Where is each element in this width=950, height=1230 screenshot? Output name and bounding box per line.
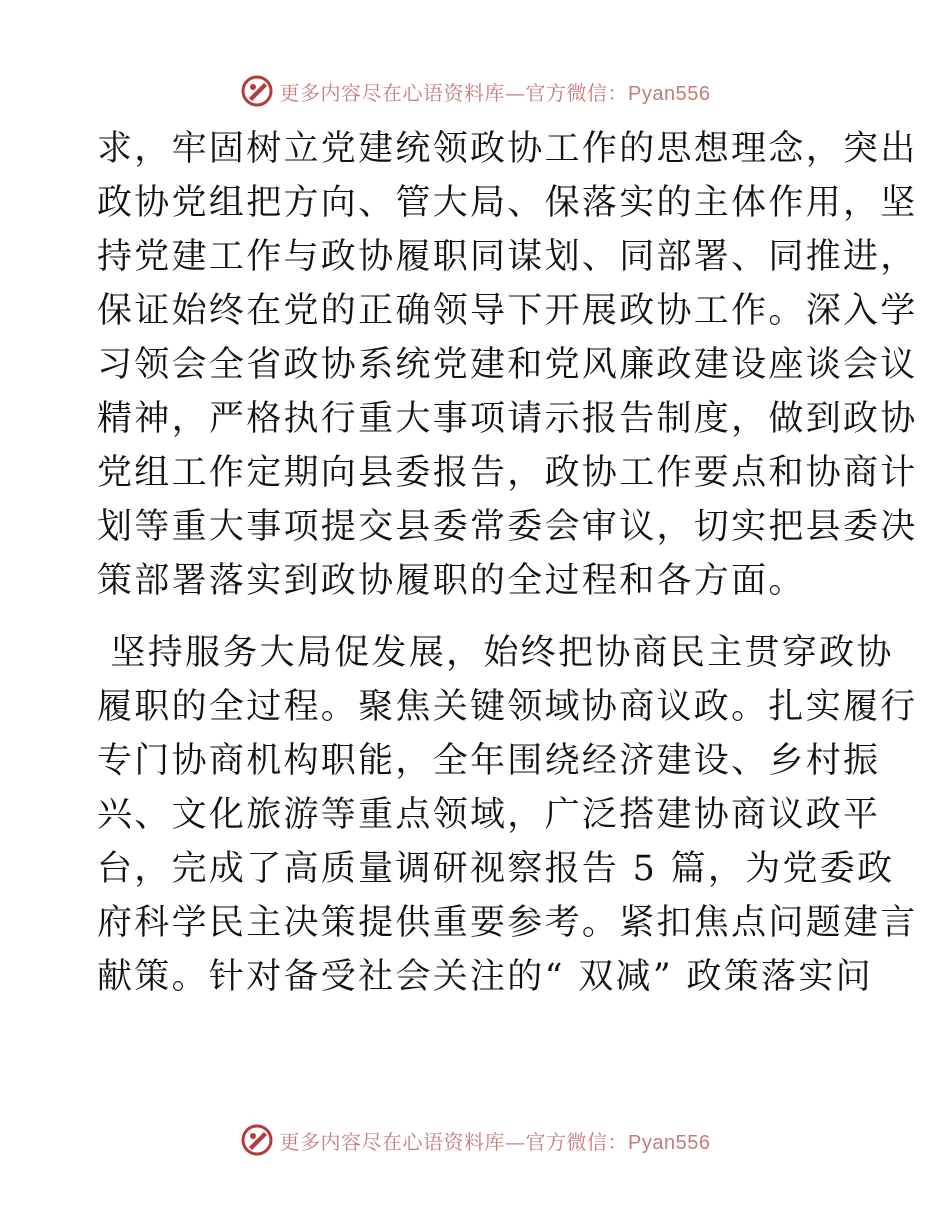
paragraph-line: 专门协商机构职能，全年围绕经济建设、乡村振 xyxy=(97,741,881,781)
paragraph-1 xyxy=(97,122,918,608)
footer-banner-text xyxy=(280,1126,711,1155)
paragraph-line: 兴、文化旅游等重点领域，广泛搭建协商议政平 xyxy=(97,795,881,835)
header-banner-label: 更多内容尽在心语资料库—官方微信： xyxy=(279,80,629,105)
paragraph-line: 习领会全省政协系统党建和党风廉政建设座谈会议 xyxy=(97,345,918,385)
footer-banner-label: 更多内容尽在心语资料库—官方微信： xyxy=(279,1129,629,1154)
paragraph-line: 保证始终在党的正确领导下开展政协工作。深入学 xyxy=(97,291,918,331)
paragraph-line: 府科学民主决策提供重要参考。紧扣焦点问题建言 xyxy=(97,903,918,943)
header-wechat-id: Pyan556 xyxy=(628,82,711,105)
paragraph-line: 求，牢固树立党建统领政协工作的思想理念，突出 xyxy=(97,129,918,169)
paragraph-line: 政协党组把方向、管大局、保落实的主体作用，坚 xyxy=(97,183,918,223)
paragraph-line: 党组工作定期向县委报告，政协工作要点和协商计 xyxy=(97,453,918,493)
header-banner xyxy=(0,71,950,111)
footer-wechat-id: Pyan556 xyxy=(628,1131,711,1154)
document-body xyxy=(97,122,918,1004)
paragraph-line: 划等重大事项提交县委常委会审议，切实把县委决 xyxy=(97,507,918,547)
paragraph-line: 策部署落实到政协履职的全过程和各方面。 xyxy=(97,561,806,601)
paragraph-line: 台，完成了高质量调研视察报告 5 篇，为党委政 xyxy=(97,849,895,889)
paragraph-line: 履职的全过程。聚焦关键领域协商议政。扎实履行 xyxy=(97,687,918,727)
brand-logo-icon xyxy=(240,1123,274,1157)
paragraph-line: 持党建工作与政协履职同谋划、同部署、同推进， xyxy=(97,237,918,277)
brand-logo-icon xyxy=(240,74,274,108)
footer-banner xyxy=(0,1120,950,1160)
header-banner-text xyxy=(280,77,711,106)
paragraph-2 xyxy=(97,626,918,1004)
paragraph-line: 精神，严格执行重大事项请示报告制度，做到政协 xyxy=(97,399,918,439)
paragraph-spacer xyxy=(97,608,857,626)
paragraph-line: 献策。针对备受社会关注的“ 双减” 政策落实问 xyxy=(97,957,873,997)
paragraph-line: 坚持服务大局促发展，始终把协商民主贯穿政协 xyxy=(97,633,894,673)
